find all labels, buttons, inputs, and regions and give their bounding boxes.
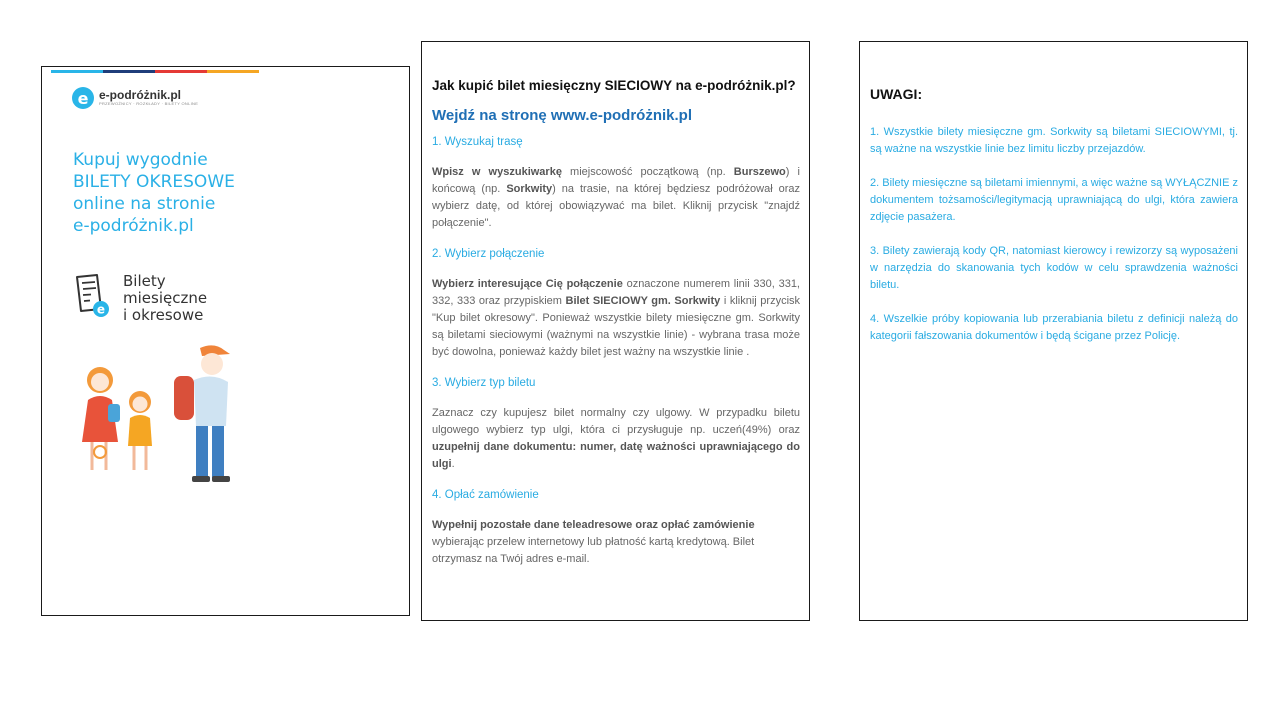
step-4-text: Wypełnij pozostałe dane teleadresowe oraz opłać zamówienie wybierając przelew internetowy lub płatność kartą kredytową. Bilet otrzymasz na Twój adres e-mail. bbox=[432, 519, 755, 565]
instructions-panel bbox=[421, 41, 810, 621]
visit-website-heading: Wejdź na stronę www.e-podróżnik.pl bbox=[432, 107, 693, 124]
flyer-headline bbox=[73, 149, 235, 237]
logo-name: e-podróżnik.pl bbox=[99, 88, 181, 102]
stripe-segment bbox=[103, 70, 155, 73]
logo-tagline: PRZEWOŹNICY · ROZKŁADY · BILETY ONLINE bbox=[99, 101, 199, 106]
note-item: 3. Bilety zawierają kody QR, natomiast kierowcy i rewizorzy są wyposażeni w narzędzia do skanowania tych kodów w celu sprawdzenia ważności biletu. bbox=[870, 245, 1238, 291]
headline-line: e-podróżnik.pl bbox=[73, 216, 194, 236]
flyer-panel bbox=[41, 66, 410, 616]
logo-e-icon: e bbox=[72, 87, 94, 109]
stripe-segment bbox=[155, 70, 207, 73]
girl-figure bbox=[82, 367, 120, 470]
note-item: 1. Wszystkie bilety miesięczne gm. Sorkwity są biletami SIECIOWYMI, tj. są ważne na wszystkie linie bez limitu liczby przejazdów. bbox=[870, 126, 1238, 155]
headline-line: online na stronie bbox=[73, 194, 216, 214]
notes-title: UWAGI: bbox=[870, 86, 923, 102]
step-2-heading: 2. Wybierz połączenie bbox=[432, 248, 545, 260]
travelers-illustration bbox=[72, 342, 252, 492]
headline-line: BILETY OKRESOWE bbox=[73, 172, 235, 192]
note-item: 2. Bilety miesięczne są biletami imiennymi, a więc ważne są WYŁĄCZNIE z dokumentem tożsamości/legitymacją uprawniającą do ulgi, która zawiera zdjęcie pasażera. bbox=[870, 177, 1239, 223]
step-3-heading: 3. Wybierz typ biletu bbox=[432, 377, 536, 389]
brand-stripe bbox=[51, 70, 259, 73]
epodroznik-logo bbox=[72, 87, 198, 109]
product-block bbox=[71, 273, 207, 324]
product-line: miesięczne bbox=[123, 289, 208, 307]
ticket-document-icon bbox=[71, 273, 111, 319]
product-line: Bilety bbox=[123, 272, 166, 290]
step-1-heading: 1. Wyszukaj trasę bbox=[432, 136, 523, 148]
notes-panel bbox=[859, 41, 1248, 621]
man-figure bbox=[174, 345, 230, 482]
step-3-text: Zaznacz czy kupujesz bilet normalny czy ulgowy. W przypadku biletu ulgowego wybierz typ ulgi, która ci przysługuje np. uczeń(49%) oraz uzupełnij dane dokumentu: numer, datę ważności uprawniającego do ulgi. bbox=[432, 407, 800, 470]
note-item: 4. Wszelkie próby kopiowania lub przerabiania biletu z definicji należą do kategorii fałszowania dokumentów i będą ścigane przez Policję. bbox=[870, 313, 1238, 342]
step-2-text: Wybierz interesujące Cię połączenie oznaczone numerem linii 330, 331, 332, 333 oraz przypiskiem Bilet SIECIOWY gm. Sorkwity i kliknij przycisk "Kup bilet okresowy". Ponieważ wszystkie bilety miesięczne gm. Sorkwity są biletami sieciowymi (ważnymi na wszystkie linie) - wybrana trasa może być dowolna, ponieważ każdy bilet jest ważny na wszystkie linie . bbox=[432, 278, 801, 358]
svg-text:e: e bbox=[96, 302, 106, 317]
headline-line: Kupuj wygodnie bbox=[73, 150, 208, 170]
product-line: i okresowe bbox=[123, 306, 204, 324]
stripe-segment bbox=[51, 70, 103, 73]
stripe-segment bbox=[207, 70, 259, 73]
step-4-heading: 4. Opłać zamówienie bbox=[432, 489, 539, 501]
instructions-title: Jak kupić bilet miesięczny SIECIOWY na e-podróżnik.pl? bbox=[432, 78, 796, 93]
child-figure bbox=[128, 391, 152, 470]
step-1-text: Wpisz w wyszukiwarkę miejscowość początkową (np. Burszewo) i końcową (np. Sorkwity) na trasie, na której będziesz podróżował oraz wybierz datę, od której obowiązywać ma bilet. Kliknij przycisk "znajdź połączenie". bbox=[432, 166, 801, 229]
